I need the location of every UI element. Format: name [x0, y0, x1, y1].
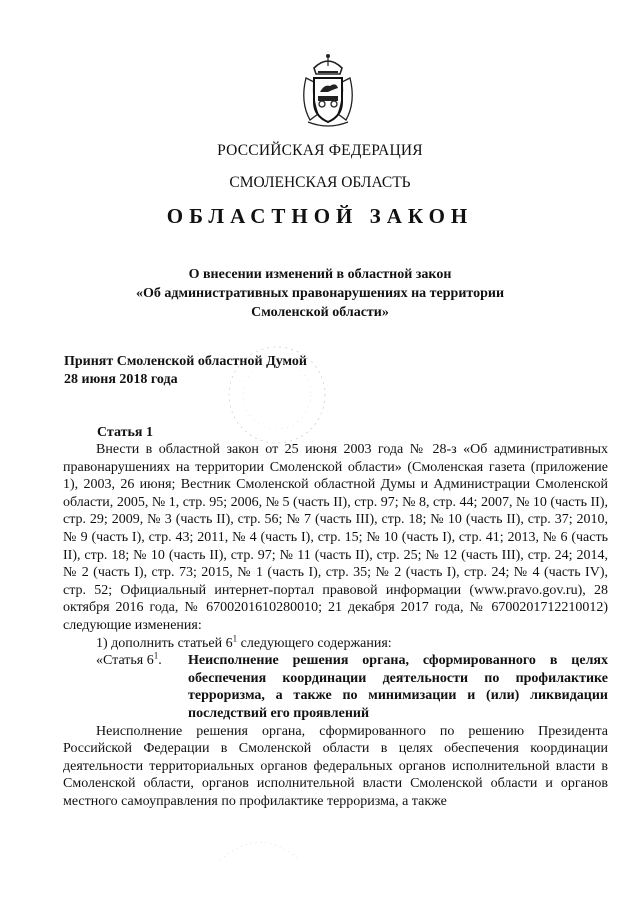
law-title-line-3: Смоленской области»	[251, 305, 389, 320]
article-body	[63, 441, 608, 810]
law-title	[0, 265, 640, 322]
new-article-block	[63, 652, 608, 722]
amendment-item-1-suffix: следующего содержания:	[237, 635, 392, 651]
document-type: ОБЛАСТНОЙ ЗАКОН	[166, 204, 474, 228]
new-article-heading: Неисполнение решения органа, сформированного в целях обеспечения координации деятельности по профилактике терроризма, а также по минимизации и (или) ликвидации последствий его проявлений	[188, 653, 608, 721]
amendment-item-1-text: 1) дополнить статьей 6	[96, 635, 233, 651]
region-name: СМОЛЕНСКАЯ ОБЛАСТЬ	[229, 174, 411, 191]
law-title-line-1: О внесении изменений в областной закон	[188, 267, 452, 282]
adoption-date: 28 июня 2018 года	[64, 372, 178, 387]
faint-stamp-mark	[212, 340, 342, 450]
article-heading: Статья 1	[97, 425, 153, 440]
adoption-body: Принят Смоленской областной Думой	[64, 354, 307, 369]
new-article-body-paragraph: Неисполнение решения органа, сформированного по решению Президента Российской Федерации в Смоленской области в целях обеспечения координации деятельности территориальных органов федеральных органов исполнительной власти в Смоленской области, органов исполнительной власти Смоленской области и органов местного самоуправления по профилактике терроризма, а также	[63, 723, 608, 809]
amendment-item-1	[63, 632, 608, 653]
new-article-label-sup: 1	[153, 650, 159, 661]
faint-stamp-mark-lower	[215, 820, 305, 870]
country-name: РОССИЙСКАЯ ФЕДЕРАЦИЯ	[217, 142, 423, 159]
amendment-item-1-sup: 1	[232, 632, 238, 643]
smolensk-coat-of-arms-icon	[296, 52, 360, 128]
article-intro-paragraph: Внести в областной закон от 25 июня 2003 года № 28-з «Об административных правонарушениях на территории Смоленской области» (Смоленская газета (приложение 1), 2003, 26 июня; Вестник Смоленской областной Думы и Администрации Смоленской области, 2005, № 1, стр. 95; 2006, № 5 (часть II), стр. 97; № 8, стр. 44; 2007, № 10 (часть II), стр. 29; 2009, № 3 (часть II), стр. 56; № 7 (часть III), стр. 18; № 10 (часть II), стр. 37; 2010, № 9 (часть I), стр. 43; 2011, № 4 (часть I), стр. 15; № 10 (часть I), стр. 41; 2013, № 6 (часть II), стр. 18; № 10 (часть II), стр. 97; № 11 (часть II), стр. 25; № 12 (часть III), стр. 24; 2014, № 2 (часть I), стр. 73; 2015, № 1 (часть I), стр. 35; № 2 (часть I), стр. 24; № 4 (часть IV), стр. 52; Официальный интернет-портал правовой информации (www.pravo.gov.ru), 28 октября 2016 года, № 6700201610280010; 21 декабря 2017 года, № 6700201712210012) следующие изменения:	[63, 442, 608, 633]
new-article-label-end: .	[158, 653, 162, 669]
law-title-line-2: «Об административных правонарушениях на территории	[135, 286, 505, 301]
new-article-label	[63, 652, 188, 722]
new-article-label-text: «Статья 6	[96, 653, 154, 669]
